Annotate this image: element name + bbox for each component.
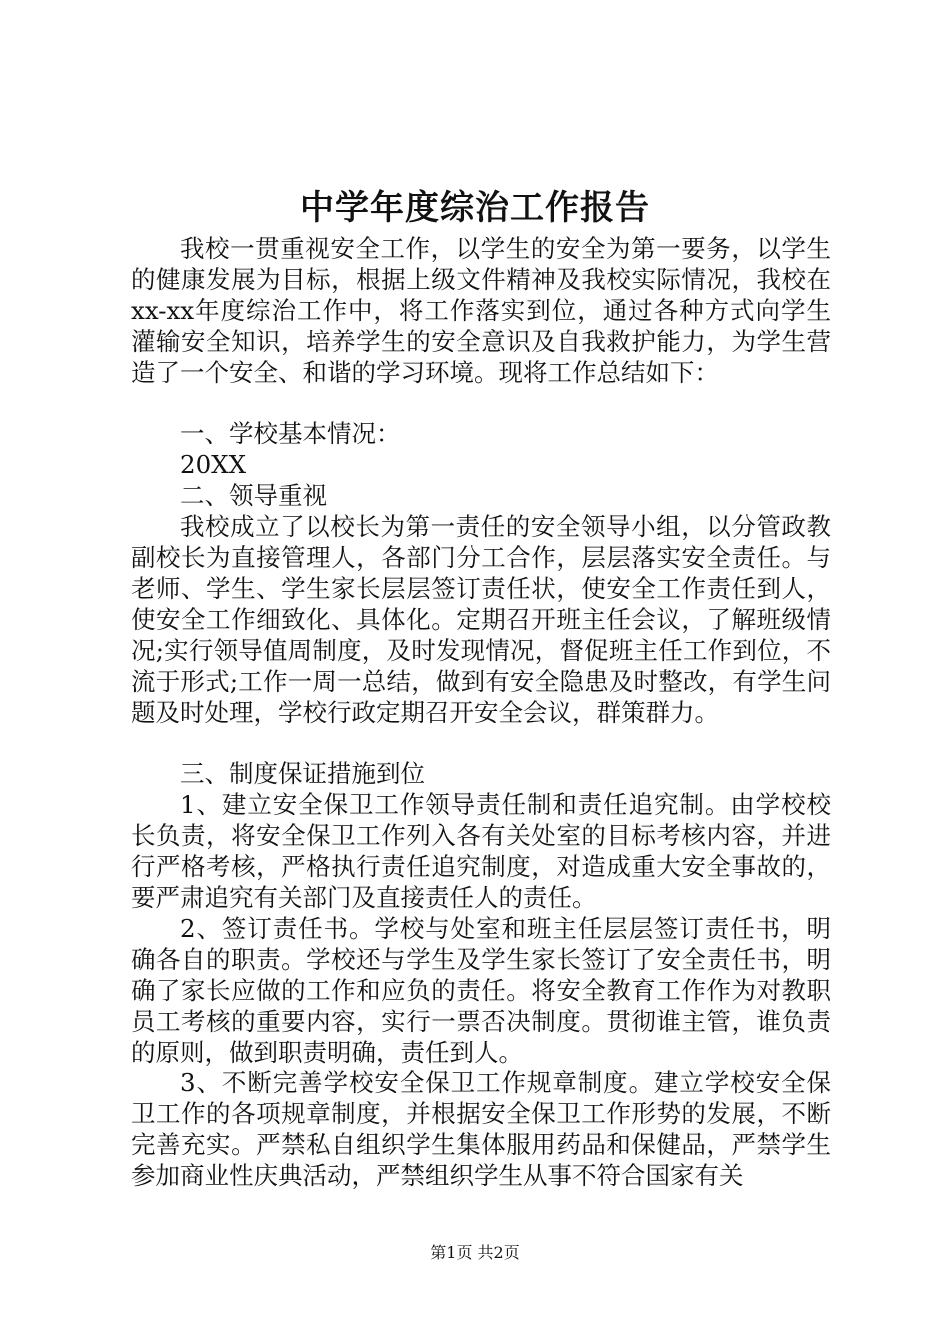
section-3-item-3: 3、不断完善学校安全保卫工作规章制度。建立学校安全保卫工作的各项规章制度，并根据安全保卫工作形势的发展，不断完善充实。严禁私自组织学生集体服用药品和保健品，严禁学生参加商业性庆典活动，严禁组织学生从事不符合国家有关 bbox=[131, 1068, 831, 1191]
document-title: 中学年度综治工作报告 bbox=[300, 188, 650, 228]
document-body bbox=[131, 234, 831, 1192]
section-heading-3: 三、制度保证措施到位 bbox=[180, 759, 425, 789]
page-footer: 第1页 共2页 bbox=[430, 1243, 520, 1262]
intro-paragraph: 我校一贯重视安全工作，以学生的安全为第一要务，以学生的健康发展为目标，根据上级文件精神及我校实际情况，我校在xx-xx年度综治工作中，将工作落实到位，通过各种方式向学生灌输安全知识，培养学生的安全意识及自我救护能力，为学生营造了一个安全、和谐的学习环境。现将工作总结如下： bbox=[131, 234, 831, 387]
spacer bbox=[131, 389, 831, 420]
section-heading-1: 一、学校基本情况： bbox=[180, 419, 401, 449]
section-3-item-1: 1、建立安全保卫工作领导责任制和责任追究制。由学校校长负责，将安全保卫工作列入各有关处室的目标考核内容，并进行严格考核，严格执行责任追究制度，对造成重大安全事故的，要严肃追究有关部门及直接责任人的责任。 bbox=[131, 790, 831, 912]
section-3-item-2: 2、签订责任书。学校与处室和班主任层层签订责任书，明确各自的职责。学校还与学生及学生家长签订了安全责任书，明确了家长应做的工作和应负的责任。将安全教育工作作为对教职员工考核的重要内容，实行一票否决制度。贯彻谁主管，谁负责的原则，做到职责明确，责任到人。 bbox=[131, 913, 831, 1067]
section-heading-2: 二、领导重视 bbox=[180, 481, 327, 511]
spacer bbox=[131, 728, 831, 759]
section-2-paragraph: 我校成立了以校长为第一责任的安全领导小组，以分管政教副校长为直接管理人，各部门分工合作，层层落实安全责任。与老师、学生、学生家长层层签订责任状，使安全工作责任到人，使安全工作细致化、具体化。定期召开班主任会议，了解班级情况;实行领导值周制度，及时发现情况，督促班主任工作到位，不流于形式;工作一周一总结，做到有安全隐患及时整改，有学生问题及时处理，学校行政定期召开安全会议，群策群力。 bbox=[131, 512, 831, 727]
section-1-content: 20XX bbox=[180, 450, 247, 480]
